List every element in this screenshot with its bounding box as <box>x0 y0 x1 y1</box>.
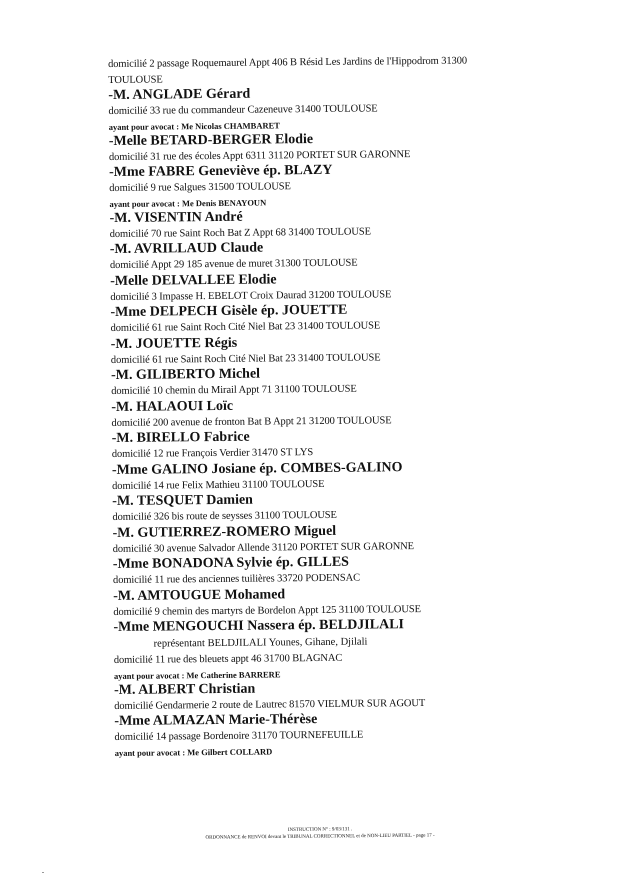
party-name: -M. AVRILLAUD Claude <box>109 240 264 257</box>
party-representative: représentant BELDJILALI Younes, Gihane, Djilali <box>153 636 368 650</box>
party-lawyer: ayant pour avocat : Me Denis BENAYOUN <box>109 196 267 209</box>
party-address: domicilié 10 chemin du Mirail Appt 71 31100 TOULOUSE <box>111 383 357 397</box>
party-address: domicilié 61 rue Saint Roch Cité Niel Bat 23 31400 TOULOUSE <box>110 320 381 334</box>
party-address: domicilié 70 rue Saint Roch Bat Z Appt 68 31400 TOULOUSE <box>109 225 371 240</box>
party-lawyer: ayant pour avocat : Me Catherine BARRERE <box>113 668 281 681</box>
party-name: -Mme MENGOUCHI Nassera ép. BELDJILALI <box>113 617 405 635</box>
party-address: domicilié 11 rue des anciennes tuilières 33720 PODENSAC <box>112 572 361 586</box>
scan-speck <box>42 872 44 873</box>
party-address: domicilié 9 rue Salgues 31500 TOULOUSE <box>109 181 291 194</box>
party-address: domicilié 31 rue des écoles Appt 6311 31120 PORTET SUR GARONNE <box>108 148 411 163</box>
party-name: -M. BIRELLO Fabrice <box>111 429 250 446</box>
party-name: -M. HALAOUI Loïc <box>111 398 234 415</box>
party-address: domicilié 200 avenue de fronton Bat B Appt 21 31200 TOULOUSE <box>111 414 392 429</box>
party-address: domicilié 14 passage Bordenoire 31170 TOURNEFEUILLE <box>114 729 364 743</box>
party-address: domicilié Gendarmerie 2 route de Lautrec 81570 VIELMUR SUR AGOUT <box>114 697 426 712</box>
party-name: -M. GUTIERREZ-ROMERO Miguel <box>112 523 337 541</box>
party-name: -Mme DELPECH Gisèle ép. JOUETTE <box>110 302 348 320</box>
footer-instruction-number: INSTRUCTION N° : 9/03/131 . <box>287 827 353 833</box>
party-address: domicilié 2 passage Roquemaurel Appt 406 B Résid Les Jardins de l'Hippodrom 31300 TOULOUSE <box>108 55 468 86</box>
party-address: domicilié 14 rue Felix Mathieu 31100 TOULOUSE <box>112 478 325 492</box>
party-lawyer: ayant pour avocat : Me Gilbert COLLARD <box>114 745 273 758</box>
party-name: -Mme BONADONA Sylvie ép. GILLES <box>112 554 350 572</box>
party-lawyer: ayant pour avocat : Me Nicolas CHAMBARET <box>108 119 280 132</box>
party-name: -M. ALBERT Christian <box>114 681 256 698</box>
party-name: -M. VISENTIN André <box>109 209 243 226</box>
footer-document-title: ORDONNANCE de RENVOI devant le TRIBUNAL CORRECTIONNEL et de NON-LIEU PARTIEL - page 17 - <box>205 833 435 841</box>
party-name: -M. AMTOUGUE Mohamed <box>113 586 286 604</box>
party-name: -Melle BETARD-BERGER Elodie <box>108 131 314 149</box>
page-footer <box>170 825 470 842</box>
party-name: -Mme ALMAZAN Marie-Thérèse <box>114 712 318 729</box>
party-name: -M. ANGLADE Gérard <box>108 86 251 103</box>
party-name: -Mme FABRE Geneviève ép. BLAZY <box>109 162 333 180</box>
party-list <box>108 53 525 759</box>
party-name: -M. TESQUET Damien <box>112 492 254 509</box>
party-address: domicilié 33 rue du commandeur Cazeneuve 31400 TOULOUSE <box>108 103 378 117</box>
party-address: domicilié Appt 29 185 avenue de muret 31300 TOULOUSE <box>109 257 358 271</box>
party-name: -M. JOUETTE Régis <box>110 335 238 352</box>
party-address: domicilié 9 chemin des martyrs de Bordelon Appt 125 31100 TOULOUSE <box>113 603 421 618</box>
party-address: domicilié 326 bis route de seysses 31100 TOULOUSE <box>112 509 337 523</box>
party-name: -Melle DELVALLEE Elodie <box>110 271 277 289</box>
party-address: domicilié 61 rue Saint Roch Cité Niel Bat 23 31400 TOULOUSE <box>110 351 381 366</box>
party-address: domicilié 3 Impasse H. EBELOT Croix Daurad 31200 TOULOUSE <box>110 288 392 303</box>
party-name: -Mme GALINO Josiane ép. COMBES-GALINO <box>111 459 403 478</box>
party-address: domicilié 30 avenue Salvador Allende 31120 PORTET SUR GARONNE <box>112 540 415 555</box>
party-address: domicilié 11 rue des bleuets appt 46 31700 BLAGNAC <box>113 652 343 666</box>
party-address: domicilié 12 rue François Verdier 31470 ST LYS <box>111 447 314 460</box>
party-name: -M. GILIBERTO Michel <box>110 366 261 383</box>
